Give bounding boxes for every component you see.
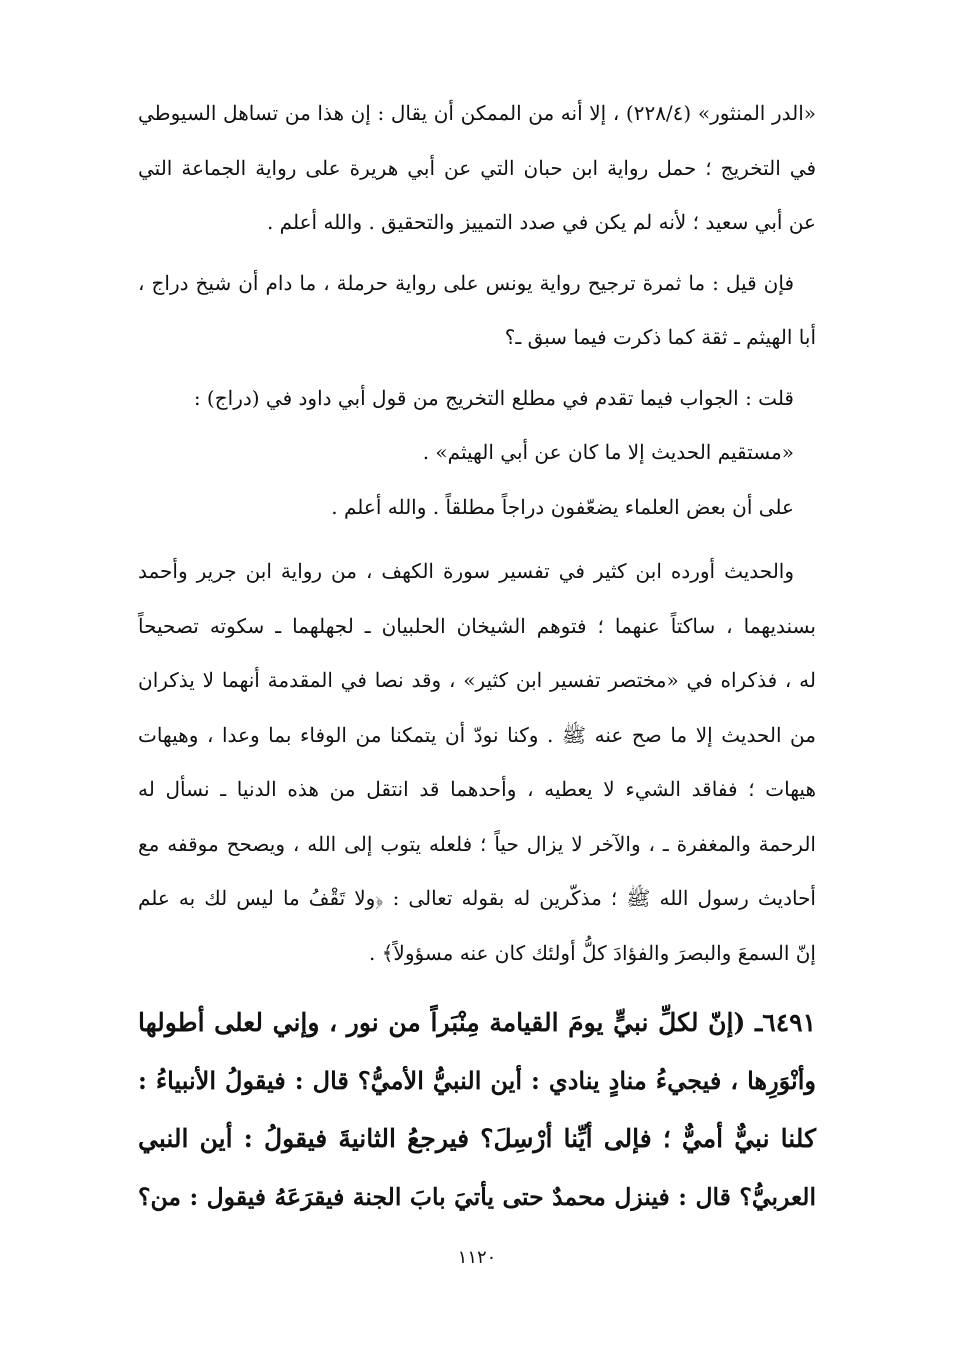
hadith-line: وأنْوَرِها ، فيجيءُ منادٍ ينادي : أين النبيُّ الأميُّ؟ قال : فيقولُ الأنبياءُ : (138, 1066, 816, 1095)
text-line: له ، فذكراه في «مختصر تفسير ابن كثير» ، وقد نصا في المقدمة أنهما لا يذكران (138, 668, 816, 692)
hadith-text (138, 994, 816, 1226)
text-line: «الدر المنثور» (٢٢٨/٤) ، إلا أنه من الممكن أن يقال : إن هذا من تساهل السيوطي (138, 101, 816, 125)
text-line: إنّ السمعَ والبصرَ والفؤادَ كلُّ أولئك كان عنه مسؤولاً﴾ . (369, 940, 816, 965)
text-line: أحاديث رسول الله ﷺ ؛ مذكّرين له بقوله تعالى : ﴿ولا تَقْفُ ما ليس لك به علم (138, 886, 816, 910)
paragraph-takhrij-note (138, 86, 816, 250)
page-body (138, 86, 816, 1226)
page-number: ١١٢٠ (457, 1247, 497, 1268)
text-line: أبا الهيثم ـ ثقة كما ذكرت فيما سبق ـ؟ (504, 325, 816, 349)
text-line: هيهات ؛ ففاقد الشيء لا يعطيه ، وأحدهما قد انتقل من هذه الدنيا ـ نسأل له (138, 777, 816, 801)
text-line: بسنديهما ، ساكتاً عنهما ؛ فتوهم الشيخان الحلبيان ـ لجهلهما ـ سكوته تصحيحاً (138, 613, 816, 638)
paragraph-ibn-kathir-note (138, 544, 816, 980)
paragraph-answer (138, 371, 816, 535)
text-line: فإن قيل : ما ثمرة ترجيح رواية يونس على رواية حرملة ، ما دام أن شيخ دراج ، (138, 270, 794, 295)
text-line: الرحمة والمغفرة ـ ، والآخر لا يزال حياً ؛ فلعله يتوب إلى الله ، ويصحح موقفه مع (138, 831, 816, 856)
paragraph-question (138, 256, 816, 365)
text-line: والحديث أورده ابن كثير في تفسير سورة الكهف ، من رواية ابن جرير وأحمد (138, 559, 794, 583)
text-line: من الحديث إلا ما صح عنه ﷺ . وكنا نودّ أن يتمكنا من الوفاء بما وعدا ، وهيهات (138, 722, 816, 747)
text-line: في التخريج ؛ حمل رواية ابن حبان التي عن أبي هريرة على رواية الجماعة التي (138, 155, 816, 180)
hadith-line: كلنا نبيٌّ أميٌّ ؛ فإلى أيِّنا أرْسِلَ؟ فيرجعُ الثانيةَ فيقولُ : أين النبي (138, 1124, 816, 1153)
text-line: «مستقيم الحديث إلا ما كان عن أبي الهيثم» . (422, 440, 794, 464)
text-line: عن أبي سعيد ؛ لأنه لم يكن في صدد التمييز والتحقيق . والله أعلم . (266, 210, 816, 234)
hadith-line: ٦٤٩١ـ (إنّ لكلِّ نبيٍّ يومَ القيامة مِنْبَراً من نور ، وإني لعلى أطولها (138, 1008, 816, 1037)
text-line: قلت : الجواب فيما تقدم في مطلع التخريج من قول أبي داود في (دراج) : (193, 385, 794, 410)
hadith-line: العربيُّ؟ قال : فينزل محمدٌ حتى يأتيَ بابَ الجنة فيقرَعَهُ فيقول : من؟ (138, 1183, 816, 1211)
text-line: على أن بعض العلماء يضعّفون دراجاً مطلقاً . والله أعلم . (331, 494, 794, 519)
